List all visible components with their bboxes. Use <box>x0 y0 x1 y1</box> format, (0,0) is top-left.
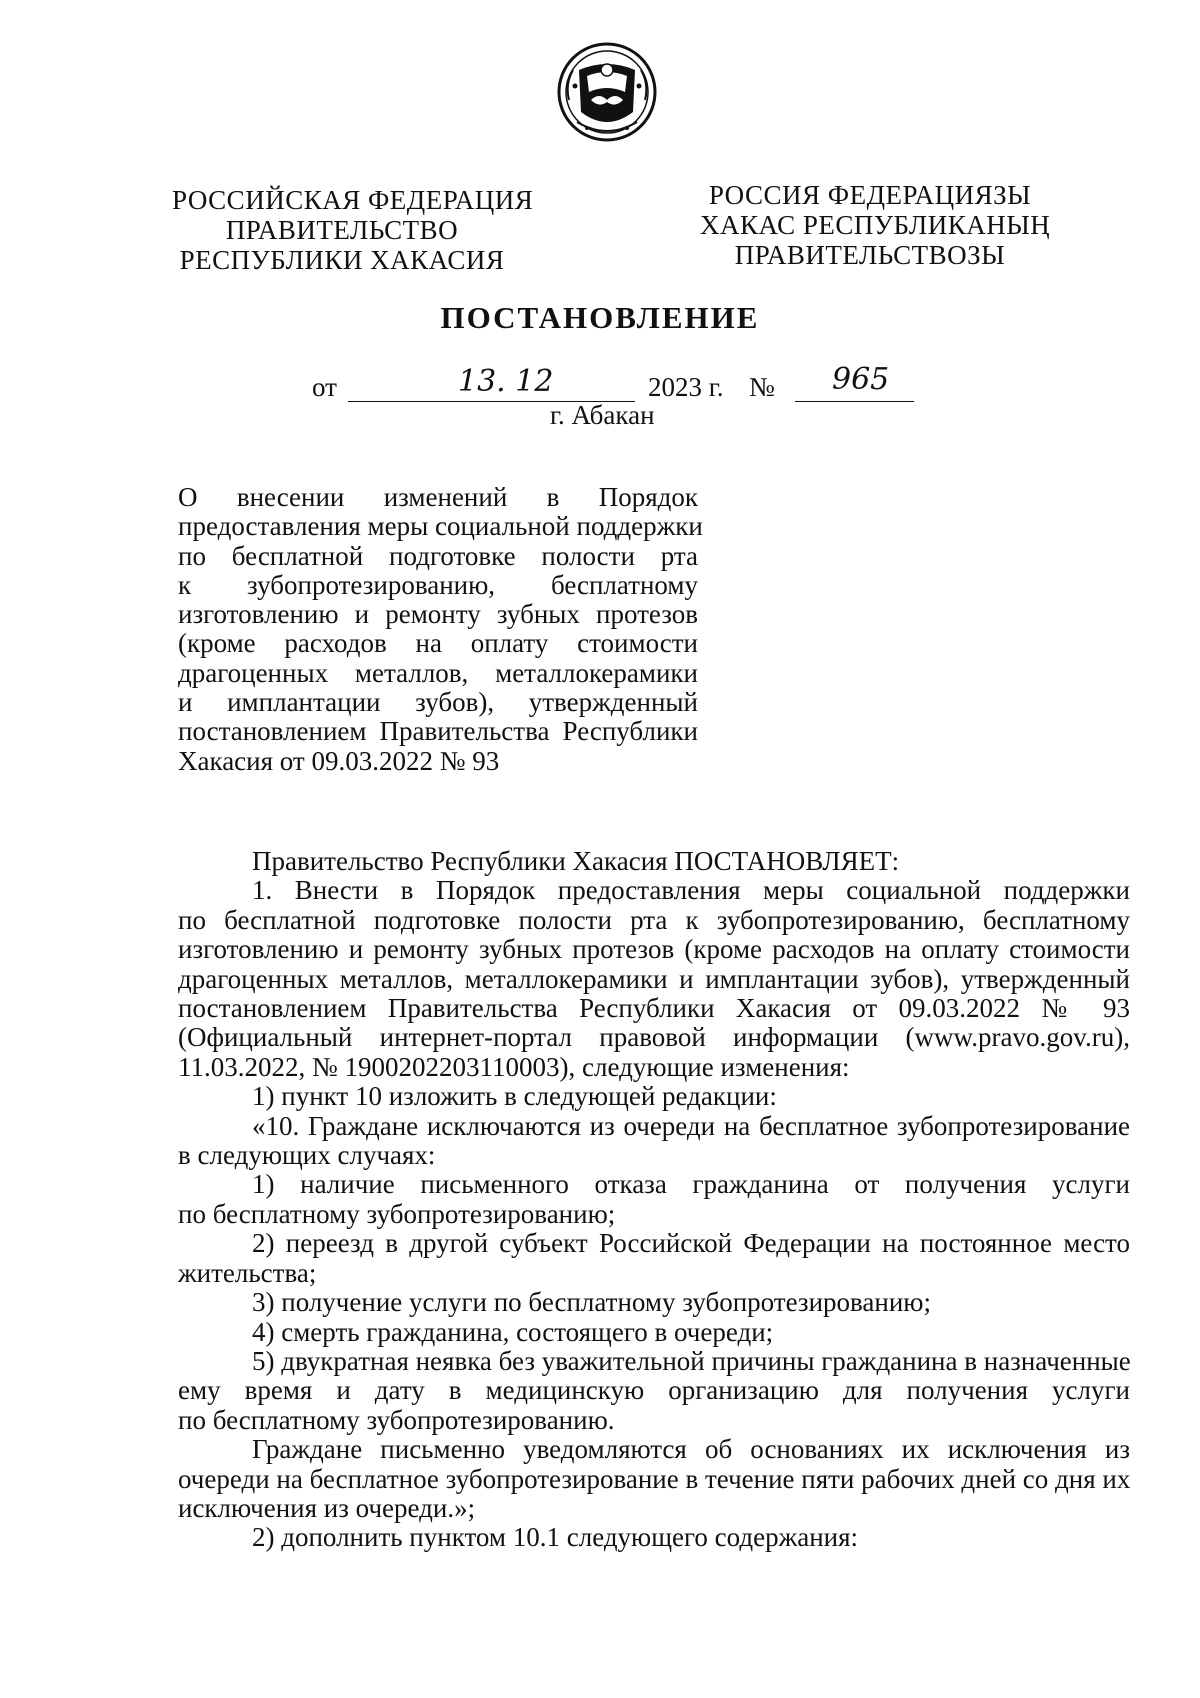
subject-line: к зубопротезированию, бесплатному <box>178 569 698 600</box>
coat-of-arms-emblem <box>557 40 657 144</box>
number-label: № <box>749 372 775 402</box>
subject-line: предоставления меры социальной поддержки <box>178 511 703 542</box>
handwritten-number: 965 <box>832 362 890 397</box>
subject-line: и имплантации зубов), утвержденный <box>178 687 698 718</box>
decree-line: Правительство Республики Хакасия ПОСТАНОВЛЯЕТ: <box>252 846 900 876</box>
clause-10-line: «10. Граждане исключаются из очереди на бесплатное зубопротезирование <box>252 1110 1130 1141</box>
document-body <box>178 847 1130 1553</box>
header-left-line: РОССИЙСКАЯ ФЕДЕРАЦИЯ <box>172 185 534 215</box>
header-left-block <box>172 185 534 275</box>
item-1-line: 1) пункт 10 изложить в следующей редакции: <box>252 1081 777 1112</box>
case-5-line: по бесплатному зубопротезированию. <box>178 1404 615 1435</box>
clause-10-line: в следующих случаях: <box>178 1140 436 1171</box>
paragraph-1-line: по бесплатной подготовке полости рта к зубопротезированию, бесплатному <box>178 904 1130 935</box>
subject-line: О внесении изменений в Порядок <box>178 482 698 512</box>
case-4-line: 4) смерть гражданина, состоящего в очереди; <box>252 1316 774 1347</box>
paragraph-1-line: изготовлению и ремонту зубных протезов (кроме расходов на оплату стоимости <box>178 934 1130 965</box>
case-5-line: 5) двукратная неявка без уважительной причины гражданина в назначенные <box>252 1345 1131 1376</box>
paragraph-1-line: (Официальный интернет-портал правовой информации (www.pravo.gov.ru), <box>178 1022 1130 1053</box>
header-right-line: ХАКАС РЕСПУБЛИКАНЫҢ <box>700 210 1051 240</box>
item-2-line: 2) дополнить пунктом 10.1 следующего содержания: <box>252 1522 859 1553</box>
notice-line: исключения из очереди.»; <box>178 1492 476 1523</box>
notice-line: очереди на бесплатное зубопротезирование в течение пяти рабочих дней со дня их <box>178 1463 1131 1494</box>
subject-line: Хакасия от 09.03.2022 № 93 <box>178 745 500 776</box>
header-right-block <box>700 180 1051 270</box>
subject-block <box>178 482 703 776</box>
case-5-line: ему время и дату в медицинскую организацию для получения услуги <box>178 1375 1130 1406</box>
handwritten-date: 13. 12 <box>458 364 554 399</box>
number-underline <box>795 401 914 402</box>
case-2-line: жительства; <box>178 1257 317 1288</box>
header-right-line: РОССИЯ ФЕДЕРАЦИЯЗЫ <box>708 180 1032 210</box>
header-left-line: РЕСПУБЛИКИ ХАКАСИЯ <box>179 245 505 275</box>
paragraph-1-line: постановлением Правительства Республики Хакасия от 09.03.2022 № 93 <box>178 993 1130 1024</box>
subject-line: изготовлению и ремонту зубных протезов <box>178 599 698 630</box>
case-2-line: 2) переезд в другой субъект Российской Федерации на постоянное место <box>252 1228 1130 1259</box>
subject-line: драгоценных металлов, металлокерамики <box>178 657 698 688</box>
case-3-line: 3) получение услуги по бесплатному зубопротезированию; <box>252 1287 931 1318</box>
header-right-line: ПРАВИТЕЛЬСТВОЗЫ <box>734 240 1006 270</box>
paragraph-1-line: драгоценных металлов, металлокерамики и имплантации зубов), утвержденный <box>178 963 1130 994</box>
header-left-line: ПРАВИТЕЛЬСТВО <box>225 215 459 245</box>
case-1-line: по бесплатному зубопротезированию; <box>178 1198 616 1229</box>
subject-line: (кроме расходов на оплату стоимости <box>178 628 698 659</box>
city-label: г. Абакан <box>550 400 655 430</box>
year-label: 2023 г. <box>648 372 724 402</box>
document-type-title: ПОСТАНОВЛЕНИЕ <box>440 300 760 335</box>
subject-line: по бесплатной подготовке полости рта <box>178 540 698 571</box>
paragraph-1-line: 1. Внести в Порядок предоставления меры социальной поддержки <box>252 875 1130 906</box>
subject-line: постановлением Правительства Республики <box>178 716 698 747</box>
from-label: от <box>312 372 337 402</box>
case-1-line: 1) наличие письменного отказа гражданина от получения услуги <box>252 1169 1130 1200</box>
notice-line: Граждане письменно уведомляются об основаниях их исключения из <box>252 1434 1130 1465</box>
paragraph-1-line: 11.03.2022, № 1900202203110003), следующие изменения: <box>178 1051 850 1082</box>
